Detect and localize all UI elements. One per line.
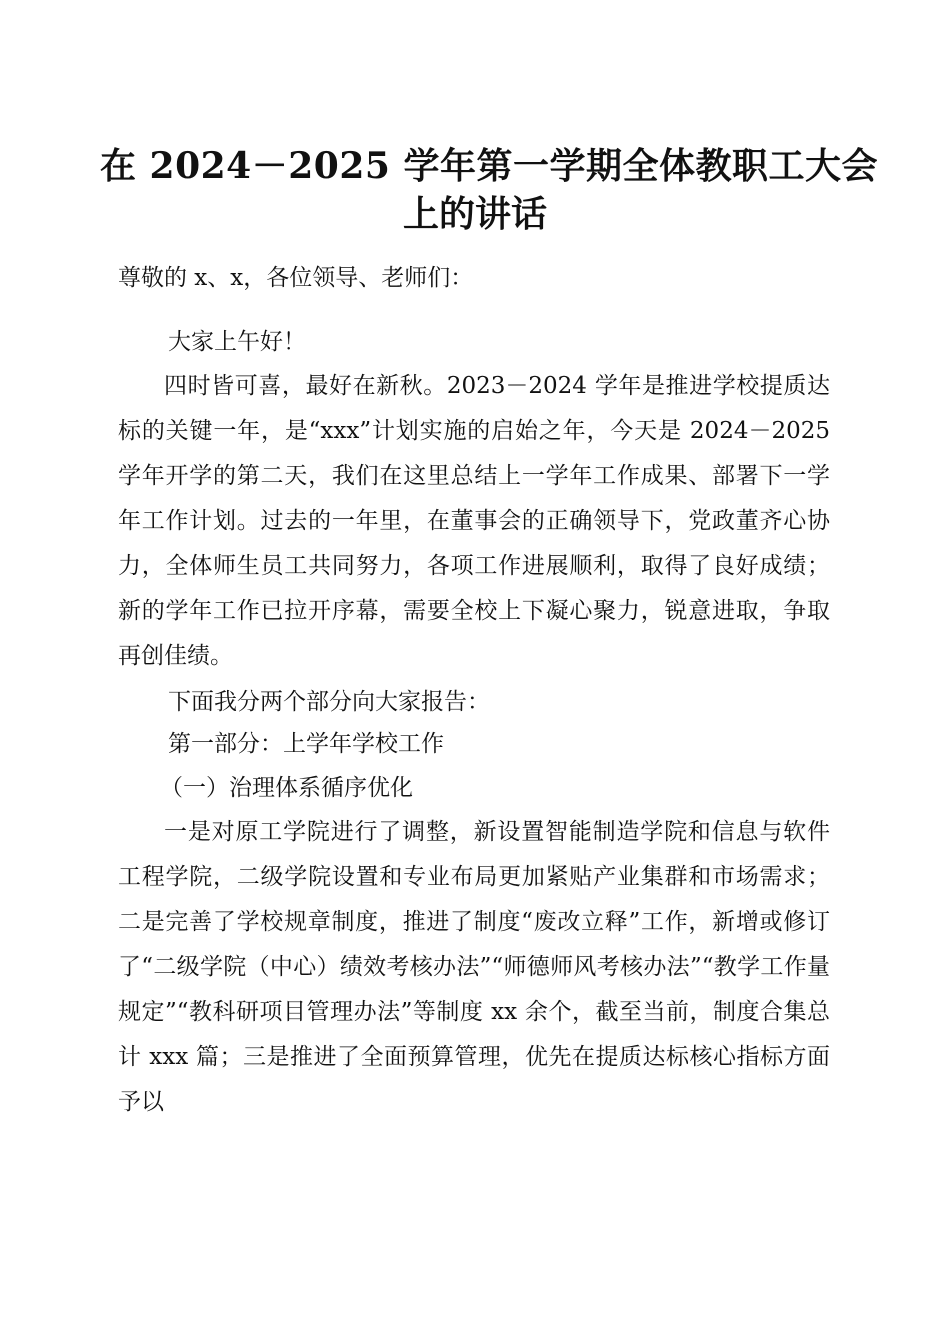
greeting: 大家上午好！	[168, 329, 306, 355]
section-one-paragraph: 一是对原工学院进行了调整，新设置智能制造学院和信息与软件工程学院，二级学院设置和专业布局更加紧贴产业集群和市场需求；二是完善了学校规章制度，推进了制度“废改立释”工作，新增或修订了“二级学院（中心）绩效考核办法”“师德师风考核办法”“教学工作量规定”“教科研项目管理办法”等制度 xx 余个，截至当前，制度合集总计 xxx 篇；三是推进了全面预算管理，优先在提质达标核心指标方面予以	[118, 819, 830, 1115]
section-one-heading: （一）治理体系循序优化	[160, 775, 413, 801]
document-title-line-1: 在 2024－2025 学年第一学期全体教职工大会	[100, 145, 878, 187]
salutation: 尊敬的 x、x，各位领导、老师们：	[118, 265, 474, 291]
report-intro: 下面我分两个部分向大家报告：	[168, 689, 490, 715]
part-one-heading: 第一部分：上学年学校工作	[168, 731, 444, 757]
document-title-line-2: 上的讲话	[402, 193, 547, 235]
intro-paragraph: 四时皆可喜，最好在新秋。2023－2024 学年是推进学校提质达标的关键一年，是“xxx”计划实施的启始之年，今天是 2024－2025 学年开学的第二天，我们在这里总结上一学年工作成果、部署下一学年工作计划。过去的一年里，在董事会的正确领导下，党政董齐心协力，全体师生员工共同努力，各项工作进展顺利，取得了良好成绩；新的学年工作已拉开序幕，需要全校上下凝心聚力，锐意进取，争取再创佳绩。	[118, 373, 830, 669]
